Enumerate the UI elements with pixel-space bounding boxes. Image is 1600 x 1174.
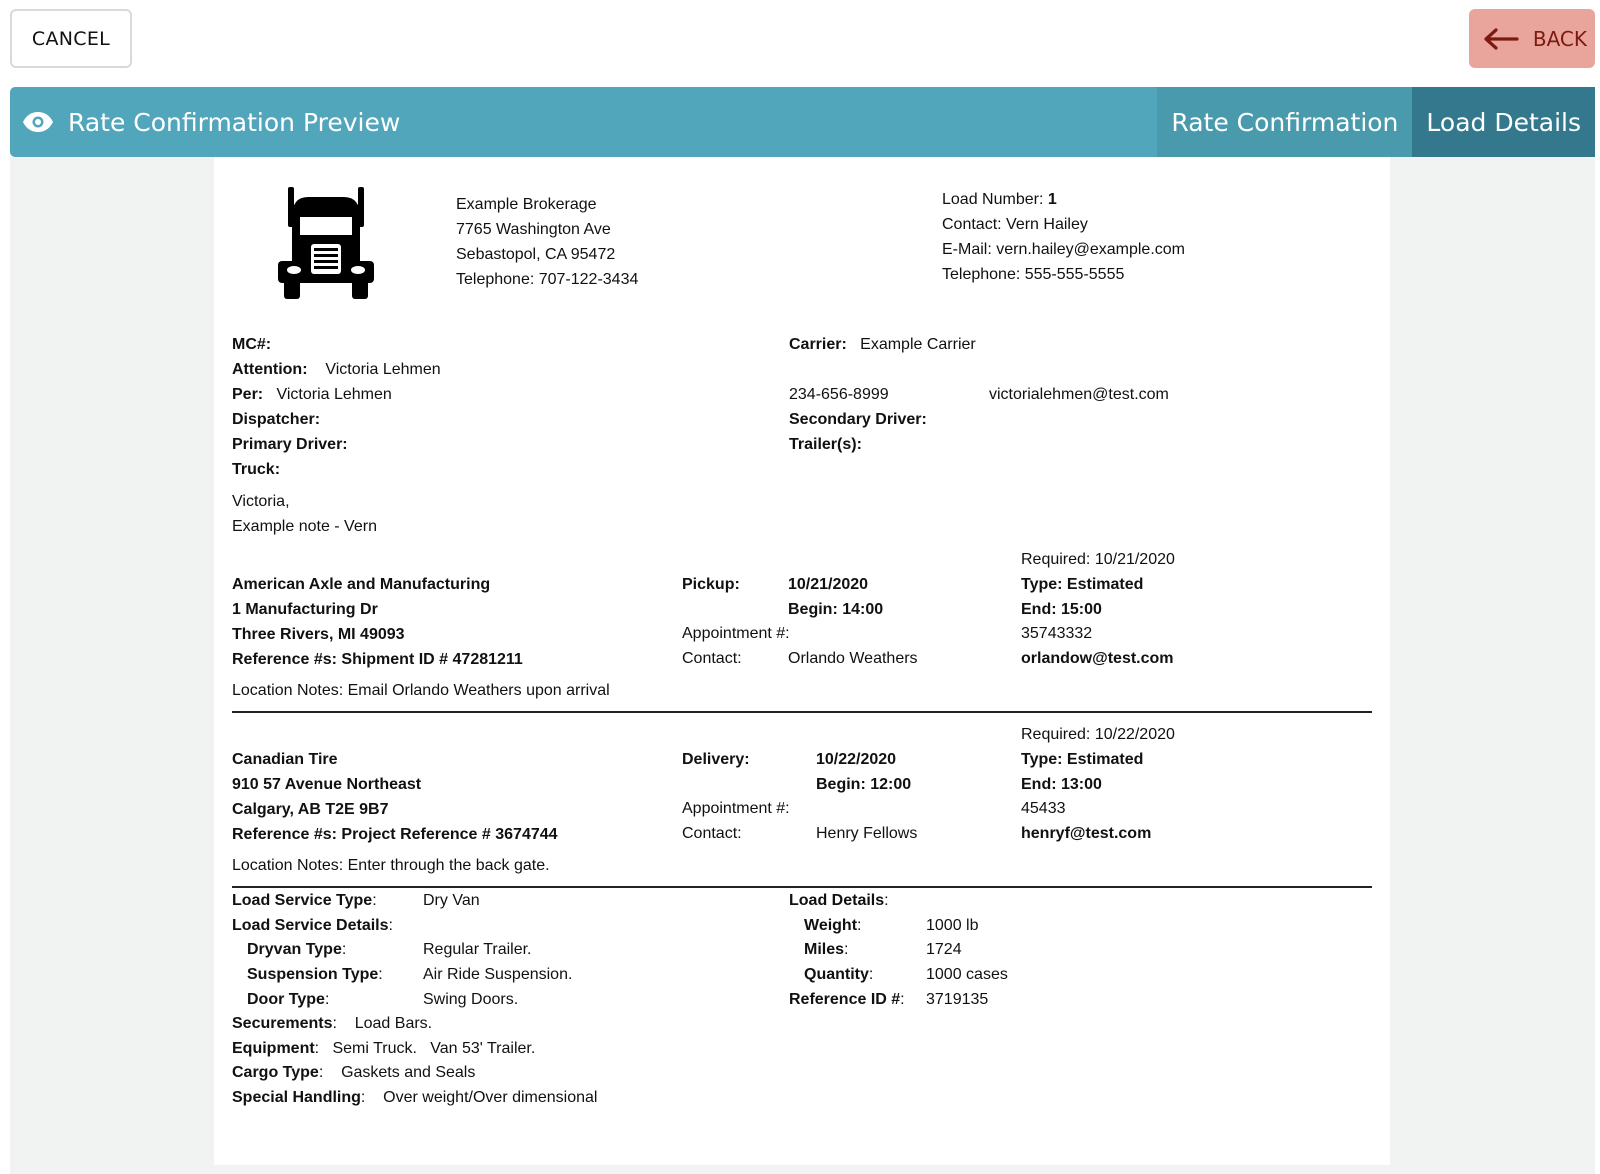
stop-contact-name: Henry Fellows [816,825,918,842]
stop-appointment-label: Appointment #: [682,625,790,642]
load-number-value: 1 [1047,191,1057,208]
dryvan-value: Regular Trailer. [423,941,532,958]
back-button[interactable] [1469,9,1595,68]
stop-contact-label: Contact: [682,825,742,842]
securements-label: Securements [232,1015,333,1032]
cargo-value: Gaskets and Seals [341,1064,476,1081]
rate-confirmation-document [214,157,1390,1165]
suspension-row: Suspension Type: [247,966,383,983]
per-label: Per: [232,386,264,403]
handling-value: Over weight/Over dimensional [383,1089,598,1106]
service-type-label: Load Service Type [232,892,373,909]
stop-location-notes: Location Notes: Enter through the back gate. [232,857,550,874]
stop-end: End: 15:00 [1021,601,1102,618]
service-details-row: Load Service Details: [232,917,393,934]
brokerage-name: Example Brokerage [456,196,597,213]
load-info [942,187,1185,287]
page-title [10,108,400,137]
carrier-contact-row [789,382,1169,407]
secondary-driver-label: Secondary Driver: [789,411,927,428]
carrier-email: victorialehmen@test.com [989,386,1169,403]
cargo-row: Cargo Type: Gaskets and Seals [232,1064,476,1081]
door-row: Door Type: [247,991,330,1008]
securements-row: Securements: Load Bars. [232,1015,433,1032]
quantity-row: Quantity: [804,966,874,983]
stop-type-label: Delivery: [682,751,750,768]
stop-reference: Reference #s: Shipment ID # 47281211 [232,651,523,668]
stop-appointment-number: 45433 [1021,800,1066,817]
door-value: Swing Doors. [423,991,519,1008]
mc-row [232,332,441,357]
stop-location-notes: Location Notes: Email Orlando Weathers upon arrival [232,682,610,699]
securements-value: Load Bars. [354,1015,433,1032]
stop-delivery-address [232,747,558,847]
stop-date: 10/21/2020 [788,576,869,593]
weight-label: Weight [804,917,858,934]
cargo-label: Cargo Type [232,1064,319,1081]
page-title-text: Rate Confirmation Preview [68,107,401,137]
weight-row: Weight: [804,917,862,934]
preview-header [10,87,1595,157]
load-details-label: Load Details [789,892,885,909]
load-details-row: Load Details: [789,892,889,909]
miles-value: 1724 [926,941,962,958]
stop-name: American Axle and Manufacturing [232,576,491,593]
primary-driver-label: Primary Driver: [232,436,348,453]
stop-reference: Reference #s: Project Reference # 3674744 [232,826,558,843]
stop-name: Canadian Tire [232,751,338,768]
equipment-label: Equipment [232,1040,315,1057]
carrier-phone: 234-656-8999 [789,386,889,403]
back-button-label: BACK [1532,26,1587,51]
truck-label: Truck: [232,461,281,478]
stop-date: 10/22/2020 [816,751,897,768]
miles-row: Miles: [804,941,849,958]
stop-type-label: Pickup: [682,576,740,593]
brokerage-info [456,192,638,292]
carrier-info-left [232,332,441,482]
service-type-value: Dry Van [423,892,480,909]
dryvan-row: Dryvan Type: [247,941,347,958]
miles-label: Miles [804,941,845,958]
divider [232,711,1372,713]
attention-row [232,357,441,382]
brokerage-telephone: Telephone: 707-122-3434 [456,271,639,288]
stop-address1: 1 Manufacturing Dr [232,601,378,618]
note-line1: Victoria, [232,493,290,510]
stop-time-type: Type: Estimated [1021,751,1144,768]
equipment-value: Semi Truck. Van 53' Trailer. [332,1040,536,1057]
stop-address1: 910 57 Avenue Northeast [232,776,422,793]
eye-icon [22,110,54,134]
stop-end: End: 13:00 [1021,776,1102,793]
stop-contact-email: orlandow@test.com [1021,650,1174,667]
stop-time-type: Type: Estimated [1021,576,1144,593]
dispatcher-label: Dispatcher: [232,411,321,428]
handling-label: Special Handling [232,1089,361,1106]
brokerage-address1: 7765 Washington Ave [456,221,611,238]
carrier-row [789,332,976,357]
mc-label: MC#: [232,336,272,353]
load-contact: Contact: Vern Hailey [942,216,1088,233]
load-telephone: Telephone: 555-555-5555 [942,266,1125,283]
stop-pickup-address [232,572,523,672]
suspension-value: Air Ride Suspension. [423,966,573,983]
carrier-label: Carrier: [789,336,847,353]
reference-id-value: 3719135 [926,991,989,1008]
tab-rate-confirmation[interactable]: Rate Confirmation [1157,87,1412,157]
handling-row: Special Handling: Over weight/Over dimensional [232,1089,598,1106]
truck-logo-icon [278,187,374,301]
door-label: Door Type [247,991,325,1008]
note [232,489,377,539]
dryvan-label: Dryvan Type [247,941,342,958]
stop-appointment-label: Appointment #: [682,800,790,817]
load-number [942,187,1185,212]
carrier-info-right [789,332,1169,457]
tab-bar [1157,87,1595,157]
load-number-label: Load Number: [942,191,1048,208]
trailers-label: Trailer(s): [789,436,862,453]
cancel-button[interactable]: CANCEL [10,9,132,68]
stop-begin: Begin: 12:00 [816,776,912,793]
attention-value: Victoria Lehmen [325,361,441,378]
stop-contact-label: Contact: [682,650,742,667]
stop-required: Required: 10/21/2020 [1021,551,1175,568]
service-details-label: Load Service Details [232,917,389,934]
stop-begin: Begin: 14:00 [788,601,884,618]
per-value: Victoria Lehmen [276,386,392,403]
stop-contact-name: Orlando Weathers [788,650,918,667]
reference-id-row: Reference ID #: [789,991,905,1008]
reference-id-label: Reference ID # [789,991,901,1008]
per-row [232,382,441,407]
attention-label: Attention: [232,361,308,378]
equipment-row: Equipment: Semi Truck. Van 53' Trailer. [232,1040,536,1057]
weight-value: 1000 lb [926,917,979,934]
stop-address2: Three Rivers, MI 49093 [232,626,405,643]
note-line2: Example note - Vern [232,518,377,535]
stop-contact-email: henryf@test.com [1021,825,1152,842]
brokerage-address2: Sebastopol, CA 95472 [456,246,616,263]
quantity-label: Quantity [804,966,869,983]
tab-load-details[interactable]: Load Details [1412,87,1595,157]
arrow-left-icon [1483,27,1519,51]
load-email: E-Mail: vern.hailey@example.com [942,241,1185,258]
stop-appointment-number: 35743332 [1021,625,1093,642]
carrier-value: Example Carrier [860,336,976,353]
stop-address2: Calgary, AB T2E 9B7 [232,801,389,818]
stop-required: Required: 10/22/2020 [1021,726,1175,743]
suspension-label: Suspension Type [247,966,379,983]
service-type-row: Load Service Type: [232,892,377,909]
quantity-value: 1000 cases [926,966,1008,983]
